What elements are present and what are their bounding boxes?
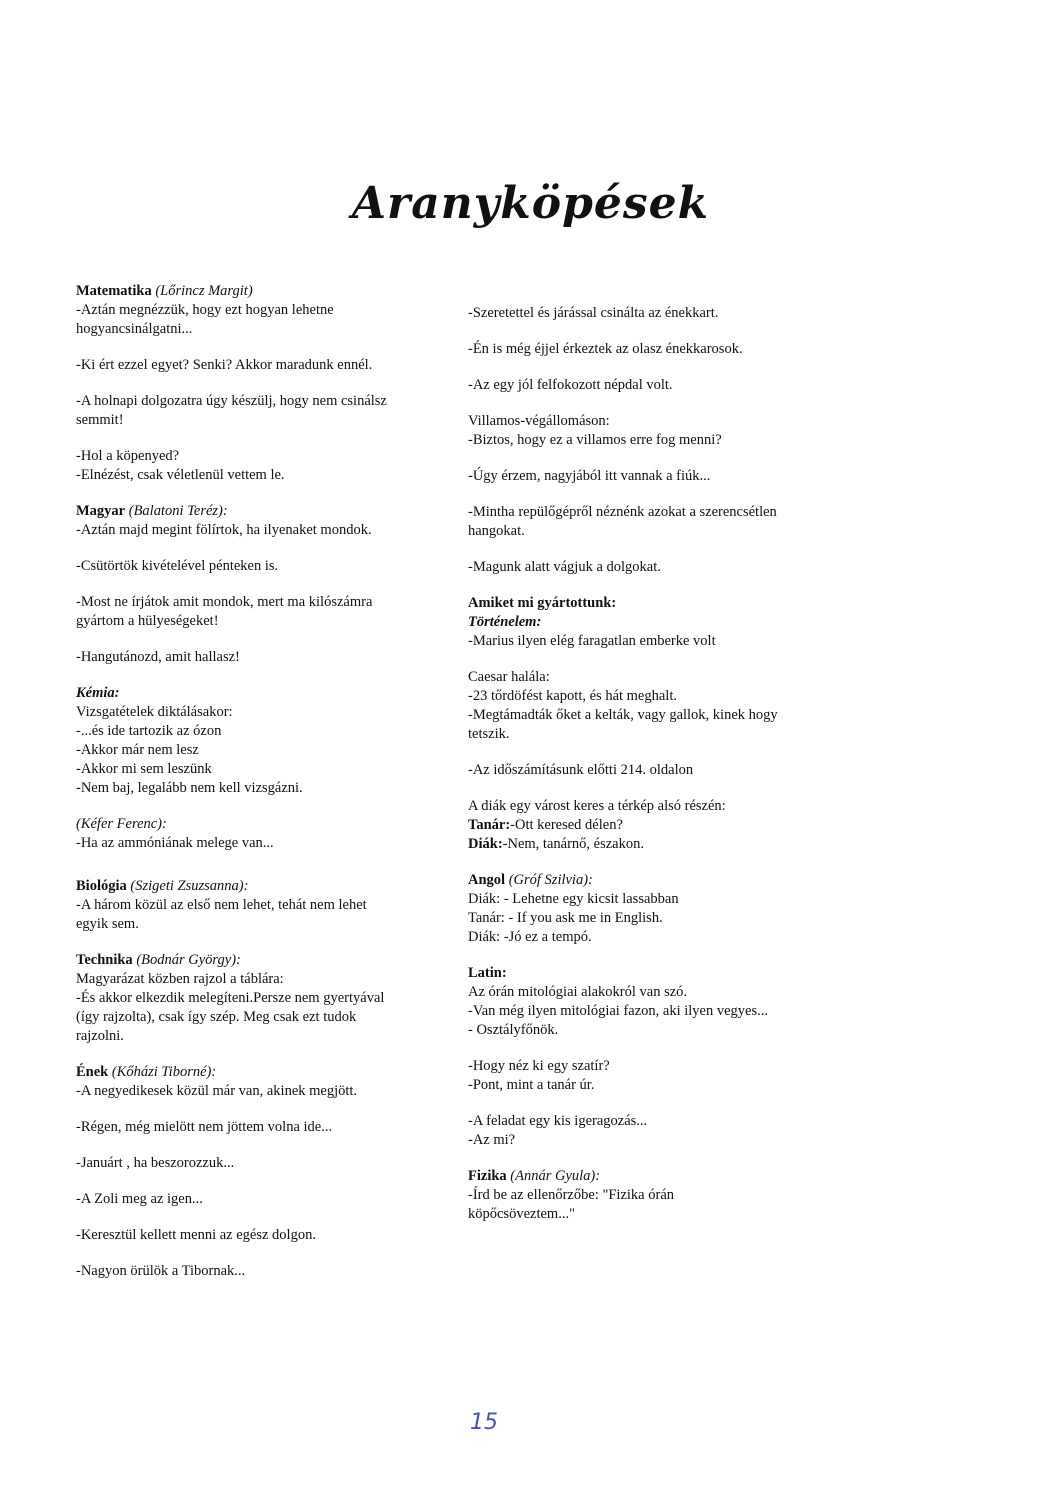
section-villamos <box>468 412 868 577</box>
section-amiket <box>468 594 868 854</box>
text-line: -Az időszámításunk előtti 214. oldalon <box>468 762 694 778</box>
teacher-name: (Szigeti Zsuzsanna): <box>130 878 249 894</box>
text-line: -Akkor már nem lesz <box>76 742 199 758</box>
right-column <box>468 304 868 1224</box>
text-line: -Keresztül kellett menni az egész dolgon. <box>76 1227 316 1243</box>
text-line: Diák: - Lehetne egy kicsit lassabban <box>468 891 679 907</box>
text-line: -Megtámadták őket a kelták, vagy gallok, kinek hogy <box>468 707 778 723</box>
text-line: A diák egy várost keres a térkép alsó részén: <box>468 798 726 814</box>
text-line: Diák: -Jó ez a tempó. <box>468 929 592 945</box>
text-line: -Ha az ammóniának melege van... <box>76 835 274 851</box>
text-line: -Pont, mint a tanár úr. <box>468 1077 595 1093</box>
speaker-label: Tanár: <box>468 817 511 833</box>
section-heading: Villamos-végállomáson: <box>468 413 610 429</box>
text-line: semmit! <box>76 412 124 428</box>
page-number: 15 <box>470 1410 498 1435</box>
text-line: -Hogy néz ki egy szatír? <box>468 1058 610 1074</box>
teacher-name: (Bodnár György): <box>136 952 241 968</box>
text-line: rajzolni. <box>76 1028 124 1044</box>
section-fizika <box>468 1167 868 1224</box>
text-line: -Írd be az ellenőrzőbe: "Fizika órán <box>468 1187 675 1203</box>
text-line: -És akkor elkezdik melegíteni.Persze nem gyertyával <box>76 990 385 1006</box>
speaker-label: Diák: <box>468 836 503 852</box>
section-heading: Matematika <box>76 283 152 299</box>
text-line: -Ott keresed délen? <box>510 817 623 833</box>
text-line: -Januárt , ha beszorozzuk... <box>76 1155 235 1171</box>
text-line: -Aztán megnézzük, hogy ezt hogyan lehetne <box>76 302 334 318</box>
section-heading: Magyar <box>76 503 126 519</box>
text-line: Tanár: - If you ask me in English. <box>468 910 663 926</box>
text-line: gyártom a hülyeségeket! <box>76 613 219 629</box>
text-line: -Én is még éjjel érkeztek az olasz énekkarosok. <box>468 341 743 357</box>
text-line: -Hol a köpenyed? <box>76 448 180 464</box>
page-title: Aranyköpések <box>351 178 710 229</box>
section-angol <box>468 871 868 947</box>
section-kemia <box>76 684 446 853</box>
text-line: Magyarázat közben rajzol a táblára: <box>76 971 284 987</box>
text-line: -Elnézést, csak véletlenül vettem le. <box>76 467 285 483</box>
text-line: - Osztályfőnök. <box>468 1022 559 1038</box>
text-line: Vizsgatételek diktálásakor: <box>76 704 233 720</box>
text-line: -...és ide tartozik az ózon <box>76 723 222 739</box>
text-line: -Aztán majd megint fölírtok, ha ilyenaket mondok. <box>76 522 372 538</box>
text-line: -Szeretettel és járással csinálta az énekkart. <box>468 305 719 321</box>
teacher-name: (Kőházi Tiborné): <box>111 1064 217 1080</box>
section-latin <box>468 964 868 1150</box>
text-line: -Van még ilyen mitológiai fazon, aki ilyen vegyes... <box>468 1003 768 1019</box>
text-line: -Magunk alatt vágjuk a dolgokat. <box>468 559 661 575</box>
section-enek <box>76 1063 446 1281</box>
text-line: -A negyedikesek közül már van, akinek megjött. <box>76 1083 358 1099</box>
text-line: -Nem baj, legalább nem kell vizsgázni. <box>76 780 303 796</box>
text-line: -A Zoli meg az igen... <box>76 1191 203 1207</box>
text-line: egyik sem. <box>76 916 139 932</box>
text-line: -Az mi? <box>468 1132 516 1148</box>
text-line: -23 tőrdöfést kapott, és hát meghalt. <box>468 688 677 704</box>
text-line: -A feladat egy kis igeragozás... <box>468 1113 648 1129</box>
section-biologia <box>76 877 446 934</box>
text-line: -Ki ért ezzel egyet? Senki? Akkor maradunk ennél. <box>76 357 373 373</box>
text-line: -Úgy érzem, nagyjából itt vannak a fiúk... <box>468 468 711 484</box>
section-heading: Amiket mi gyártottunk: <box>468 595 617 611</box>
text-line: -Csütörtök kivételével pénteken is. <box>76 558 279 574</box>
section-heading: Angol <box>468 872 506 888</box>
section-enek-continued <box>468 304 868 395</box>
text-line: -Akkor mi sem leszünk <box>76 761 212 777</box>
section-technika <box>76 951 446 1046</box>
text-line: köpőcsöveztem..." <box>468 1206 575 1222</box>
section-heading: Latin: <box>468 965 507 981</box>
teacher-name: (Annár Gyula): <box>510 1168 601 1184</box>
text-line: Az órán mitológiai alakokról van szó. <box>468 984 688 1000</box>
text-line: hangokat. <box>468 523 525 539</box>
teacher-name: (Lőrincz Margit) <box>155 283 253 299</box>
subsection-heading: Caesar halála: <box>468 669 550 685</box>
text-line: hogyancsinálgatni... <box>76 321 193 337</box>
text-line: -Biztos, hogy ez a villamos erre fog menni? <box>468 432 722 448</box>
section-heading: Technika <box>76 952 133 968</box>
text-line: (így rajzolta), csak így szép. Meg csak ezt tudok <box>76 1009 357 1025</box>
text-line: -Mintha repülőgépről néznénk azokat a szerencsétlen <box>468 504 777 520</box>
text-line: -Marius ilyen elég faragatlan emberke volt <box>468 633 716 649</box>
section-matematika <box>76 282 446 485</box>
text-line: -Az egy jól felfokozott népdal volt. <box>468 377 673 393</box>
text-line: -Nagyon örülök a Tibornak... <box>76 1263 246 1279</box>
text-line: tetszik. <box>468 726 510 742</box>
section-magyar <box>76 502 446 667</box>
section-heading: Kémia: <box>76 685 120 701</box>
section-heading: Biológia <box>76 878 127 894</box>
text-line: -Régen, még mielött nem jöttem volna ide... <box>76 1119 333 1135</box>
text-line: -Nem, tanárnő, északon. <box>502 836 644 852</box>
section-heading: Fizika <box>468 1168 507 1184</box>
teacher-name: (Kéfer Ferenc): <box>76 816 167 832</box>
text-line: -Most ne írjátok amit mondok, mert ma kilószámra <box>76 594 373 610</box>
subsection-heading: Történelem: <box>468 614 542 630</box>
left-column <box>76 282 446 1281</box>
text-line: -A holnapi dolgozatra úgy készülj, hogy nem csinálsz <box>76 393 387 409</box>
text-line: -Hangutánozd, amit hallasz! <box>76 649 240 665</box>
teacher-name: (Gróf Szilvia): <box>508 872 593 888</box>
teacher-name: (Balatoni Teréz): <box>128 503 228 519</box>
text-line: -A három közül az első nem lehet, tehát nem lehet <box>76 897 367 913</box>
section-heading: Ének <box>76 1064 109 1080</box>
